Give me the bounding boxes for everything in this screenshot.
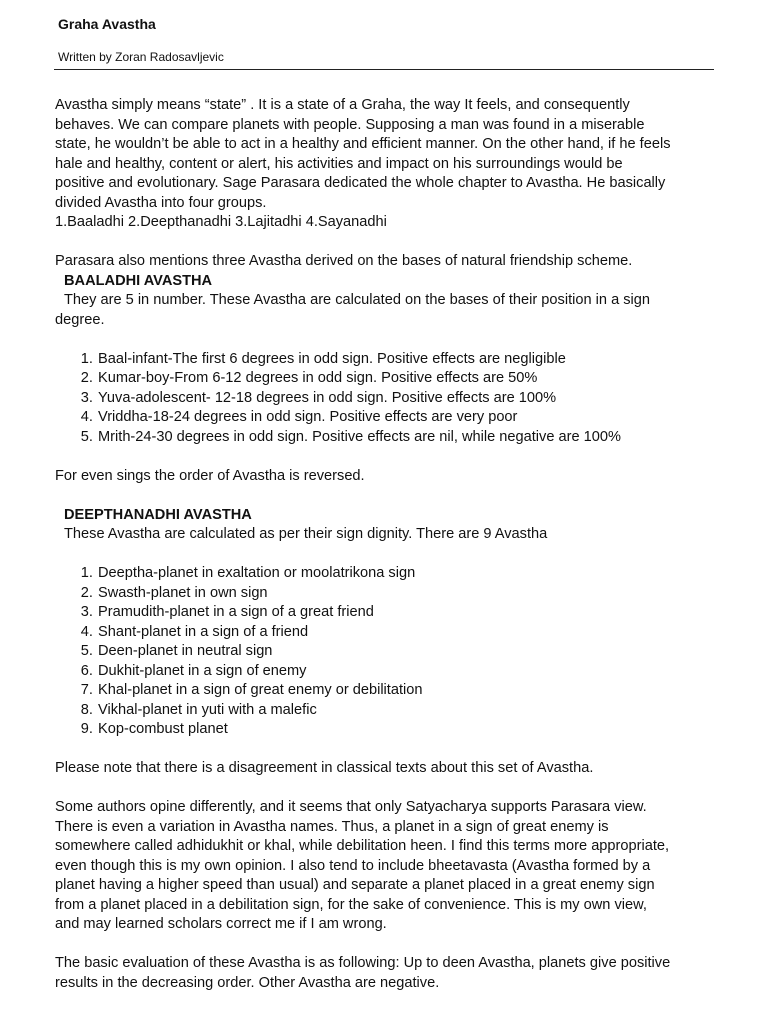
text-line: results in the decreasing order. Other Avastha are negative. bbox=[55, 974, 440, 991]
header-divider bbox=[54, 69, 714, 70]
text-line: behaves. We can compare planets with people. Supposing a man was found in a miserable bbox=[55, 116, 645, 133]
list-item: 5. Deen-planet in neutral sign bbox=[97, 642, 715, 662]
friendship-note: Parasara also mentions three Avastha derived on the bases of natural friendship scheme. bbox=[55, 253, 633, 269]
section-heading-deepthanadhi: DEEPTHANADHI AVASTHA bbox=[64, 506, 252, 523]
list-item: 4. Vriddha-18-24 degrees in odd sign. Positive effects are very poor bbox=[97, 408, 715, 428]
list-item: 1. Deeptha-planet in exaltation or moolatrikona sign bbox=[97, 564, 715, 584]
text-line: Some authors opine differently, and it seems that only Satyacharya supports Parasara view. bbox=[55, 799, 647, 815]
list-item: 3. Pramudith-planet in a sign of a great friend bbox=[97, 603, 715, 623]
text-line: positive and evolutionary. Sage Parasara dedicated the whole chapter to Avastha. He basically bbox=[55, 175, 666, 191]
list-item: 9. Kop-combust planet bbox=[97, 720, 715, 740]
author-line: Written by Zoran Radosavljevic bbox=[58, 50, 224, 64]
text-line: hale and healthy, content or alert, his activities and impact on his surroundings would be bbox=[55, 155, 623, 172]
section-description: These Avastha are calculated as per their sign dignity. There are 9 Avastha bbox=[64, 526, 548, 542]
list-item: 5. Mrith-24-30 degrees in odd sign. Positive effects are nil, while negative are 100% bbox=[97, 428, 715, 448]
intro-paragraph bbox=[55, 96, 715, 233]
text-line: and may learned scholars correct me if I am wrong. bbox=[55, 916, 387, 932]
list-item: 1. Baal-infant-The first 6 degrees in odd sign. Positive effects are negligible bbox=[97, 350, 715, 370]
text-line: divided Avastha into four groups. bbox=[55, 194, 267, 211]
text-line: Avastha simply means “state” . It is a state of a Graha, the way It feels, and consequently bbox=[55, 97, 630, 113]
list-item: 7. Khal-planet in a sign of great enemy or debilitation bbox=[97, 681, 715, 701]
text-line: even though this is my own opinion. I also tend to include bheetavasta (Avastha formed by a bbox=[55, 857, 651, 874]
list-item: 2. Kumar-boy-From 6-12 degrees in odd sign. Positive effects are 50% bbox=[97, 369, 715, 389]
list-item: 8. Vikhal-planet in yuti with a malefic bbox=[97, 701, 715, 721]
page-title: Graha Avastha bbox=[58, 16, 156, 32]
list-item: 3. Yuva-adolescent- 12-18 degrees in odd sign. Positive effects are 100% bbox=[97, 389, 715, 409]
text-line: planet having a higher speed than usual) and separate a planet placed in a great enemy sign bbox=[55, 877, 655, 893]
even-sign-note: For even sings the order of Avastha is reversed. bbox=[55, 467, 365, 484]
list-item: 4. Shant-planet in a sign of a friend bbox=[97, 623, 715, 643]
baaladhi-list bbox=[55, 350, 715, 448]
text-line: The basic evaluation of these Avastha is as following: Up to deen Avastha, planets give positive bbox=[55, 955, 671, 971]
section-description: They are 5 in number. These Avastha are calculated on the bases of their position in a sign bbox=[64, 292, 651, 308]
disagreement-note: Please note that there is a disagreement in classical texts about this set of Avastha. bbox=[55, 760, 594, 776]
text-line: 1.Baaladhi 2.Deepthanadhi 3.Lajitadhi 4.Sayanadhi bbox=[55, 214, 387, 230]
document-body bbox=[55, 96, 715, 993]
text-line: state, he wouldn’t be able to act in a healthy and efficient manner. On the other hand, if he feels bbox=[55, 136, 671, 152]
evaluation-paragraph bbox=[55, 954, 715, 993]
text-line: There is even a variation in Avastha names. Thus, a planet in a sign of great enemy is bbox=[55, 818, 609, 835]
opinion-paragraph bbox=[55, 798, 715, 935]
document-header bbox=[58, 14, 712, 65]
section-description: degree. bbox=[55, 311, 105, 328]
deepthanadhi-list bbox=[55, 564, 715, 740]
text-line: somewhere called adhidukhit or khal, while debilitation heen. I find this terms more appropriate, bbox=[55, 838, 670, 854]
section-heading-baaladhi: BAALADHI AVASTHA bbox=[64, 272, 213, 289]
text-line: from a planet placed in a debilitation sign, for the sake of convenience. This is my own view, bbox=[55, 896, 647, 913]
list-item: 6. Dukhit-planet in a sign of enemy bbox=[97, 662, 715, 682]
list-item: 2. Swasth-planet in own sign bbox=[97, 584, 715, 604]
